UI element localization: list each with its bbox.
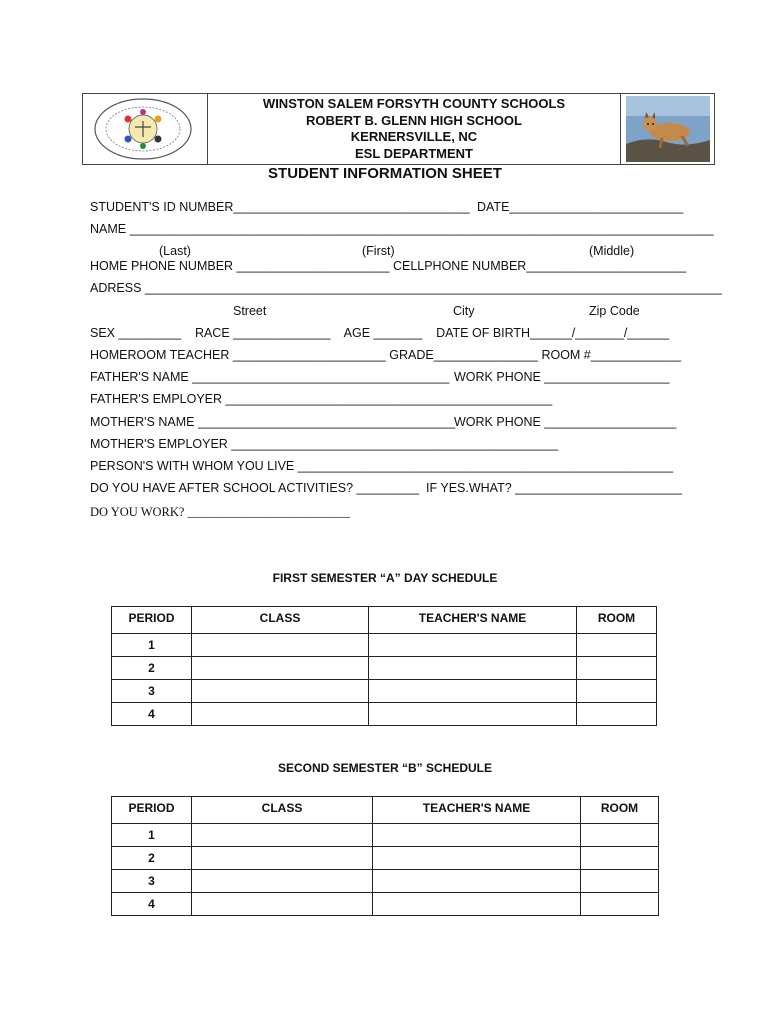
mother-work-phone-field[interactable]: WORK PHONE ___________________ bbox=[454, 415, 677, 429]
room-cell[interactable] bbox=[581, 870, 659, 893]
name-middle-label: (Middle) bbox=[589, 244, 635, 258]
mother-employer-field[interactable]: MOTHER'S EMPLOYER _______________________________________________ bbox=[90, 437, 559, 451]
class-cell[interactable] bbox=[192, 893, 373, 916]
room-header: ROOM bbox=[581, 797, 659, 824]
period-cell: 4 bbox=[112, 893, 192, 916]
room-cell[interactable] bbox=[577, 680, 657, 703]
header-box bbox=[82, 93, 715, 165]
name-field[interactable]: NAME ____________________________________________________________________________________ bbox=[90, 222, 714, 236]
schedule-b-title: SECOND SEMESTER “B” SCHEDULE bbox=[277, 761, 493, 775]
demographics-field[interactable]: SEX _________ RACE ______________ AGE _______ DATE OF BIRTH______/_______/______ bbox=[90, 326, 670, 340]
sheet-title: STUDENT INFORMATION SHEET bbox=[268, 165, 502, 182]
teacher-cell[interactable] bbox=[373, 893, 581, 916]
table-row bbox=[112, 824, 659, 847]
teacher-cell[interactable] bbox=[369, 657, 577, 680]
table-row bbox=[112, 847, 659, 870]
student-id-field[interactable]: STUDENT'S ID NUMBER__________________________________ bbox=[90, 200, 470, 214]
table-row bbox=[112, 680, 657, 703]
table-row bbox=[112, 870, 659, 893]
date-field[interactable]: DATE_________________________ bbox=[477, 200, 684, 214]
table-row bbox=[112, 634, 657, 657]
period-cell: 1 bbox=[112, 824, 192, 847]
mother-name-field[interactable]: MOTHER'S NAME _____________________________________ bbox=[90, 415, 456, 429]
teacher-cell[interactable] bbox=[373, 824, 581, 847]
phone-field[interactable]: HOME PHONE NUMBER ______________________ CELLPHONE NUMBER_______________________ bbox=[90, 259, 687, 273]
class-cell[interactable] bbox=[192, 824, 373, 847]
activities-field[interactable]: DO YOU HAVE AFTER SCHOOL ACTIVITIES? _________ IF YES.WHAT? ________________________ bbox=[90, 481, 682, 495]
class-cell[interactable] bbox=[192, 870, 373, 893]
school-name: ROBERT B. GLENN HIGH SCHOOL bbox=[306, 112, 522, 128]
work-field[interactable]: DO YOU WORK? __________________________ bbox=[90, 505, 351, 519]
class-cell[interactable] bbox=[192, 634, 369, 657]
table-header-row bbox=[112, 797, 659, 824]
period-header: PERIOD bbox=[112, 607, 192, 634]
room-cell[interactable] bbox=[581, 847, 659, 870]
room-cell[interactable] bbox=[581, 893, 659, 916]
period-cell: 2 bbox=[112, 657, 192, 680]
class-cell[interactable] bbox=[192, 703, 369, 726]
teacher-cell[interactable] bbox=[369, 680, 577, 703]
period-cell: 3 bbox=[112, 870, 192, 893]
period-cell: 4 bbox=[112, 703, 192, 726]
table-row bbox=[112, 703, 657, 726]
department-name: ESL DEPARTMENT bbox=[355, 145, 473, 161]
class-header: CLASS bbox=[192, 797, 373, 824]
room-cell[interactable] bbox=[577, 634, 657, 657]
room-header: ROOM bbox=[577, 607, 657, 634]
class-cell[interactable] bbox=[192, 847, 373, 870]
table-row bbox=[112, 657, 657, 680]
address-city-label: City bbox=[453, 304, 475, 318]
live-with-field[interactable]: PERSON'S WITH WHOM YOU LIVE ______________________________________________________ bbox=[90, 459, 674, 473]
name-last-label: (Last) bbox=[159, 244, 191, 258]
address-street-label: Street bbox=[233, 304, 267, 318]
table-row bbox=[112, 893, 659, 916]
teacher-cell[interactable] bbox=[373, 847, 581, 870]
homeroom-field[interactable]: HOMEROOM TEACHER ______________________ GRADE_______________ ROOM #_____________ bbox=[90, 348, 682, 362]
teacher-cell[interactable] bbox=[373, 870, 581, 893]
table-header-row bbox=[112, 607, 657, 634]
period-header: PERIOD bbox=[112, 797, 192, 824]
district-name: WINSTON SALEM FORSYTH COUNTY SCHOOLS bbox=[262, 96, 566, 111]
teacher-header: TEACHER'S NAME bbox=[369, 607, 577, 634]
class-header: CLASS bbox=[192, 607, 369, 634]
period-cell: 2 bbox=[112, 847, 192, 870]
father-work-phone-field[interactable]: WORK PHONE __________________ bbox=[454, 370, 670, 384]
school-heading bbox=[208, 94, 620, 162]
room-cell[interactable] bbox=[581, 824, 659, 847]
schedule-b-table bbox=[111, 796, 659, 916]
header-divider-right bbox=[620, 94, 621, 164]
schedule-a-title: FIRST SEMESTER “A” DAY SCHEDULE bbox=[272, 571, 498, 585]
address-field[interactable]: ADRESS ___________________________________________________________________________________ bbox=[90, 281, 722, 295]
teacher-header: TEACHER'S NAME bbox=[373, 797, 581, 824]
bobcat-photo bbox=[626, 96, 710, 162]
name-first-label: (First) bbox=[362, 244, 395, 258]
teacher-cell[interactable] bbox=[369, 634, 577, 657]
father-employer-field[interactable]: FATHER'S EMPLOYER _______________________________________________ bbox=[90, 392, 553, 406]
father-name-field[interactable]: FATHER'S NAME _____________________________________ bbox=[90, 370, 450, 384]
teacher-cell[interactable] bbox=[369, 703, 577, 726]
schedule-a-table bbox=[111, 606, 657, 726]
period-cell: 3 bbox=[112, 680, 192, 703]
address-zip-label: Zip Code bbox=[589, 304, 640, 318]
class-cell[interactable] bbox=[192, 657, 369, 680]
school-location: KERNERSVILLE, NC bbox=[350, 129, 478, 144]
school-seal-logo bbox=[91, 97, 195, 161]
class-cell[interactable] bbox=[192, 680, 369, 703]
period-cell: 1 bbox=[112, 634, 192, 657]
room-cell[interactable] bbox=[577, 657, 657, 680]
room-cell[interactable] bbox=[577, 703, 657, 726]
